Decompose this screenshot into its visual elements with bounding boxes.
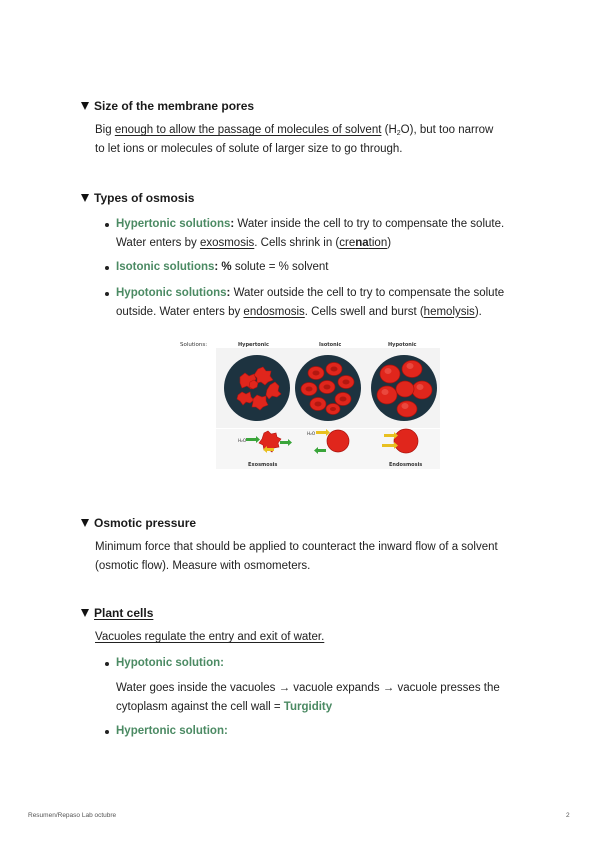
plant-intro: Vacuoles regulate the entry and exit of water. bbox=[95, 631, 325, 643]
svg-text:H₂O: H₂O bbox=[238, 438, 247, 443]
swollen-cell bbox=[402, 361, 422, 378]
section-heading-pressure[interactable]: Osmotic pressure bbox=[81, 516, 196, 530]
section-heading-plant[interactable]: Plant cells bbox=[81, 606, 153, 620]
osmosis-figure bbox=[178, 337, 442, 473]
figure-label-solutions: Solutions: bbox=[180, 342, 208, 348]
bullet-icon bbox=[105, 730, 109, 734]
bullet-icon bbox=[105, 266, 109, 270]
swollen-cell bbox=[412, 381, 432, 399]
pressure-paragraph: Minimum force that should be applied to counteract the inward flow of a solvent (osmotic flow). Measure with osmometers. bbox=[95, 541, 498, 572]
bullet-icon bbox=[105, 662, 109, 666]
swollen-cell bbox=[394, 429, 418, 453]
dish-isotonic bbox=[295, 355, 361, 421]
plant-hypotonic-paragraph: Water goes inside the vacuoles → vacuole expands → vacuole presses the cytoplasm against the cell wall = Turgidity bbox=[116, 682, 500, 713]
swollen-cell bbox=[377, 386, 397, 404]
list-item-plant-hypertonic: Hypertonic solution: bbox=[116, 725, 228, 737]
pores-paragraph: Big enough to allow the passage of molecules of solvent $(H_2O)$, but too narrow to let ions or molecules of solute of larger size to go through. bbox=[95, 124, 494, 155]
swollen-cell bbox=[397, 401, 417, 417]
page-number: 2 bbox=[566, 812, 570, 819]
list-item-plant-hypotonic: Hypotonic solution: bbox=[116, 657, 224, 669]
normal-cell bbox=[327, 430, 349, 452]
figure-label-hypertonic: Hypertonic bbox=[238, 342, 269, 348]
collapse-triangle-icon[interactable] bbox=[81, 194, 89, 202]
section-heading-pores[interactable]: Size of the membrane pores bbox=[81, 99, 254, 113]
figure-label-isotonic: Isotonic bbox=[319, 342, 342, 348]
swollen-cell bbox=[396, 381, 414, 397]
figure-label-endosmosis: Endosmosis bbox=[389, 462, 423, 468]
list-item-isotonic: Isotonic solutions: % solute = % solvent bbox=[116, 261, 329, 273]
figure-label-hypotonic: Hypotonic bbox=[388, 342, 417, 348]
dish-hypotonic bbox=[371, 355, 437, 421]
collapse-triangle-icon[interactable] bbox=[81, 102, 89, 110]
swollen-cell bbox=[380, 365, 400, 383]
collapse-triangle-icon[interactable] bbox=[81, 519, 89, 527]
figure-label-exosmosis: Exosmosis bbox=[248, 462, 278, 468]
list-item-hypotonic: Hypotonic solutions: Water outside the cell to try to compensate the solute outside. Water enters by endosmosis. Cells swell and burst (hemolysis). bbox=[116, 287, 505, 318]
section-heading-types[interactable]: Types of osmosis bbox=[81, 191, 194, 205]
svg-text:H₂O: H₂O bbox=[307, 431, 316, 436]
collapse-triangle-icon[interactable] bbox=[81, 609, 89, 617]
bullet-icon bbox=[105, 223, 109, 227]
footer-title: Resumen/Repaso Lab octubre bbox=[28, 812, 117, 819]
dish-hypertonic bbox=[224, 355, 290, 421]
list-item-hypertonic: Hypertonic solutions: Water inside the cell to try to compensate the solute. Water enters by exosmosis. Cells shrink in (crenation) bbox=[116, 218, 505, 249]
bullet-icon bbox=[105, 292, 109, 296]
